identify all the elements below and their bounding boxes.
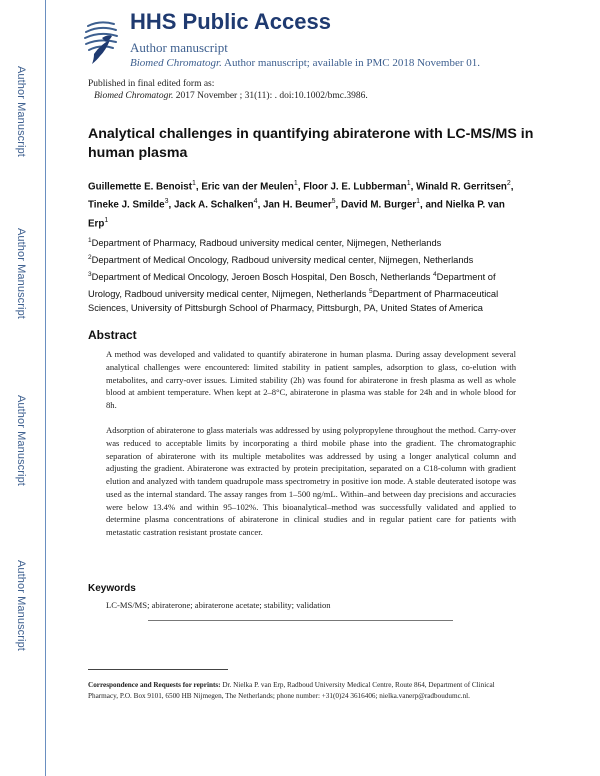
abstract-heading: Abstract <box>88 328 137 342</box>
author-affiliation-marker: 5 <box>331 198 336 206</box>
author-affiliation-marker: 1 <box>406 180 411 187</box>
sidebar-label: Author Manuscript <box>15 66 27 157</box>
repository-title: HHS Public Access <box>130 9 331 34</box>
author-affiliation-marker: 4 <box>253 198 258 206</box>
correspondence-footnote: Correspondence and Requests for reprints: Dr. Nielka P. van Erp, Radboud University Medical Centre, Route 864, Department of Clinical Pharmacy, P.O. Box 9101, 6500 HB Nijmegen, The Netherlands; phone number: +31(0)24 3616406; nielka.vanerp@radboudumc.nl. <box>88 681 495 700</box>
manuscript-label: Author manuscript <box>130 40 228 55</box>
keywords-list: LC-MS/MS; abiraterone; abiraterone acetate; stability; validation <box>106 600 331 610</box>
affiliation-text: Department of Medical Oncology, Jeroen Bosch Hospital, Den Bosch, Netherlands <box>91 271 434 282</box>
sidebar-label: Author Manuscript <box>15 395 27 486</box>
author-name: Jack A. Schalken <box>173 199 254 211</box>
author-list: Guillemette E. Benoist$^1$, Eric van der Meulen$^1$, Floor J. E. Lubberman$^1$, Winald R. Gerritsen$^2$, Tineke J. Smilde$^3$, Jack A. Schalken$^4$, Jan H. Beumer$^5$, David M. Burger$^1$, and Nielka P. van Erp$^1$ <box>88 180 514 229</box>
sidebar-rule <box>45 0 46 776</box>
author-affiliation-marker: 1 <box>416 198 421 206</box>
author-name: Floor J. E. Lubberman <box>303 181 407 193</box>
author-affiliation-marker: 1 <box>191 180 196 187</box>
affiliation-text: Department of Pharmacy, Radboud university medical center, Nijmegen, Netherlands <box>91 238 442 249</box>
affiliation-marker: 2 <box>88 253 92 261</box>
author-name: Eric van der Meulen <box>201 181 294 193</box>
affiliations <box>88 234 523 315</box>
author-name: Winald R. Gerritsen <box>416 181 507 193</box>
author-affiliation-marker: 1 <box>104 216 109 224</box>
journal-status: Biomed Chromatogr. Author manuscript; available in PMC 2018 November 01. <box>130 57 481 69</box>
sidebar-label: Author Manuscript <box>15 228 27 319</box>
author-name: Jan H. Beumer <box>263 199 332 211</box>
affiliation-text: Department of Medical Oncology, Radboud university medical center, Nijmegen, Netherlands <box>91 254 474 265</box>
article-title: Analytical challenges in quantifying abiraterone with LC-MS/MS in human plasma <box>88 126 534 161</box>
hhs-eagle-logo-icon <box>80 14 122 68</box>
affiliation-text: Department of Pharmaceutical Sciences, University of Pittsburgh School of Pharmacy, Pittsburgh, PA, United States of America <box>88 288 499 313</box>
author-affiliation-marker: 3 <box>164 198 169 206</box>
affiliation-text: Department of Urology, Radboud university medical center, Nijmegen, Netherlands <box>88 271 496 299</box>
keywords-divider <box>148 620 453 621</box>
keywords-heading: Keywords <box>88 583 136 594</box>
affiliation-marker: 1 <box>88 237 92 244</box>
affiliation-marker: 3 <box>88 270 92 278</box>
author-name: Guillemette E. Benoist <box>88 181 192 193</box>
publication-note: Published in final edited form as: Biomed Chromatogr. 2017 November ; 31(11): . doi:10.1002/bmc.3986. <box>88 79 368 101</box>
author-name: David M. Burger <box>341 199 417 211</box>
abstract-paragraph: A method was developed and validated to quantify abiraterone in human plasma. During assay development several analytical challenges were encountered: limited stability in patient samples, adsorption to glass, co-elution with metabolites, and carry-over issues. Limited stability (2h) was found for abiraterone in fresh plasma as well as whole blood at ambient temperature. When kept at 2–8°C, abiraterone in plasma was stable for 24h and in whole blood for 8h. <box>106 349 516 410</box>
footnote-divider <box>88 669 228 670</box>
author-name: Nielka P. van Erp <box>88 199 505 229</box>
sidebar-label: Author Manuscript <box>15 560 27 651</box>
author-name: Tineke J. Smilde <box>88 199 165 211</box>
abstract-paragraph: Adsorption of abiraterone to glass materials was addressed by using polypropylene throughout the method. Carry-over was reduced to acceptable limits by incorporating a third mobile phase into the gradient. The chromatographic separation of abiraterone with its multiple metabolites was addressed by using a longer analytical column and adjusting the gradient. Abiraterone was extracted by protein precipitation, separated on a C18-column with gradient elution and analyzed with tandem quadrupole mass spectrometry in positive ion mode. A stable deuterated isotope was used as the internal standard. The assay ranges from 1–500 ng/mL. Within–and between day precisions and accuracies were below 13.4% and within 95–102%. This bioanalytical–method was successfully validated and applied to determine plasma concentrations of abiraterone in clinical studies and in regular patient care for patients with metastatic castration resistant prostate cancer. <box>106 425 516 537</box>
author-affiliation-marker: 2 <box>506 180 511 187</box>
author-affiliation-marker: 1 <box>293 180 298 187</box>
affiliation-marker: 4 <box>433 270 437 278</box>
affiliation-marker: 5 <box>368 287 373 295</box>
journal-name: Biomed Chromatogr. <box>130 57 222 69</box>
